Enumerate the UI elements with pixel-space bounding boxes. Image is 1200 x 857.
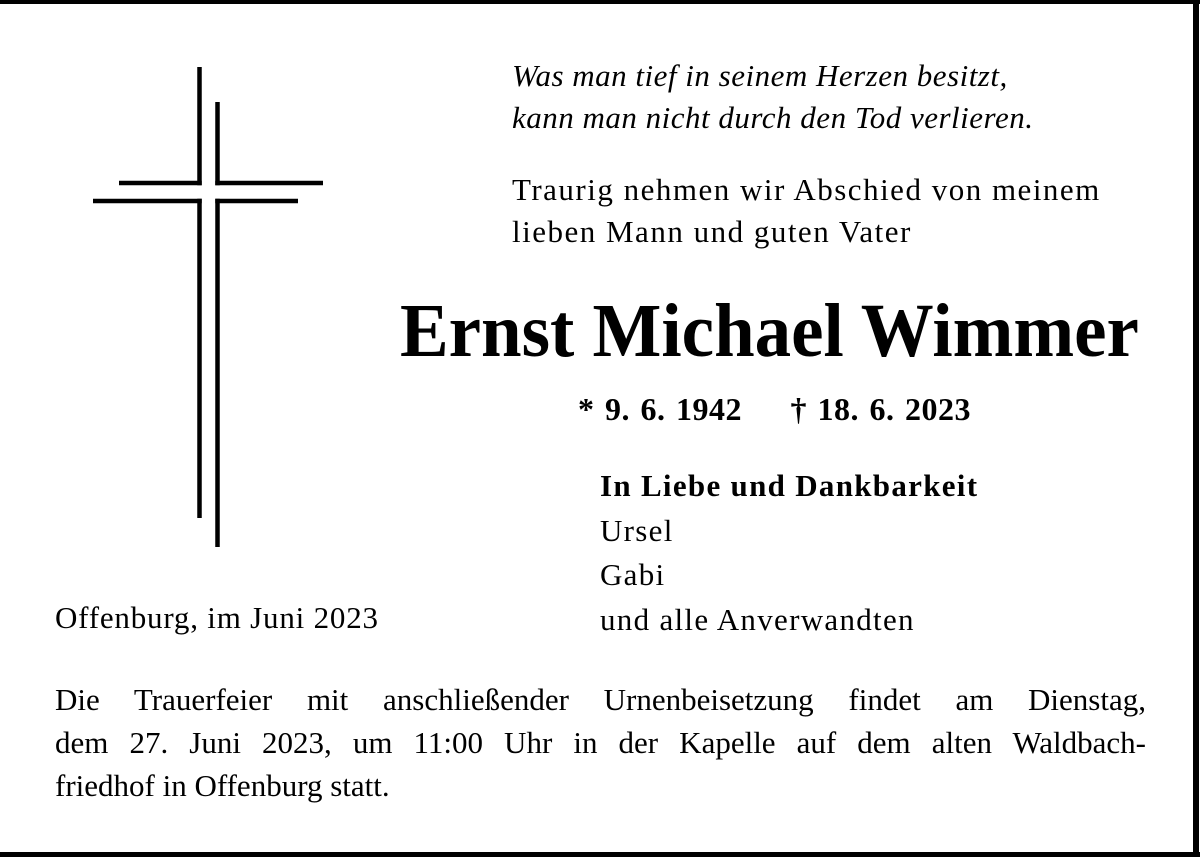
ceremony-line-2: dem 27. Juni 2023, um 11:00 Uhr in der Kapelle auf dem alten Waldbach- (55, 725, 1146, 760)
memorial-cross-icon (60, 30, 340, 560)
top-border-line (0, 0, 1200, 4)
right-border-line (1193, 0, 1199, 853)
life-dates (578, 391, 971, 427)
intro-line-2: lieben Mann und guten Vater (512, 214, 912, 249)
mourner-name: Gabi (600, 557, 666, 592)
birth-date: * 9. 6. 1942 (578, 391, 742, 427)
ceremony-line-1: Die Trauerfeier mit anschließender Urnenbeisetzung findet am Dienstag, (55, 682, 1146, 717)
quote-line-1: Was man tief in seinem Herzen besitzt, (512, 58, 1008, 93)
memorial-quote (512, 55, 1033, 139)
place-and-date: Offenburg, im Juni 2023 (55, 600, 379, 635)
mourner-name: Ursel (600, 512, 674, 548)
farewell-intro (512, 169, 1101, 253)
quote-line-2: kann man nicht durch den Tod verlieren. (512, 100, 1034, 135)
deceased-name: Ernst Michael Wimmer (400, 289, 1139, 373)
ceremony-announcement (55, 678, 1146, 807)
mourners-block (600, 464, 978, 642)
death-date: † 18. 6. 2023 (790, 391, 971, 427)
intro-line-1: Traurig nehmen wir Abschied von meinem (512, 172, 1101, 207)
ceremony-line-3: friedhof in Offenburg statt. (55, 768, 390, 803)
farewell-heading: In Liebe und Dankbarkeit (600, 468, 979, 503)
mourners-suffix: und alle Anverwandten (600, 601, 915, 637)
bottom-border-line (0, 852, 1200, 857)
